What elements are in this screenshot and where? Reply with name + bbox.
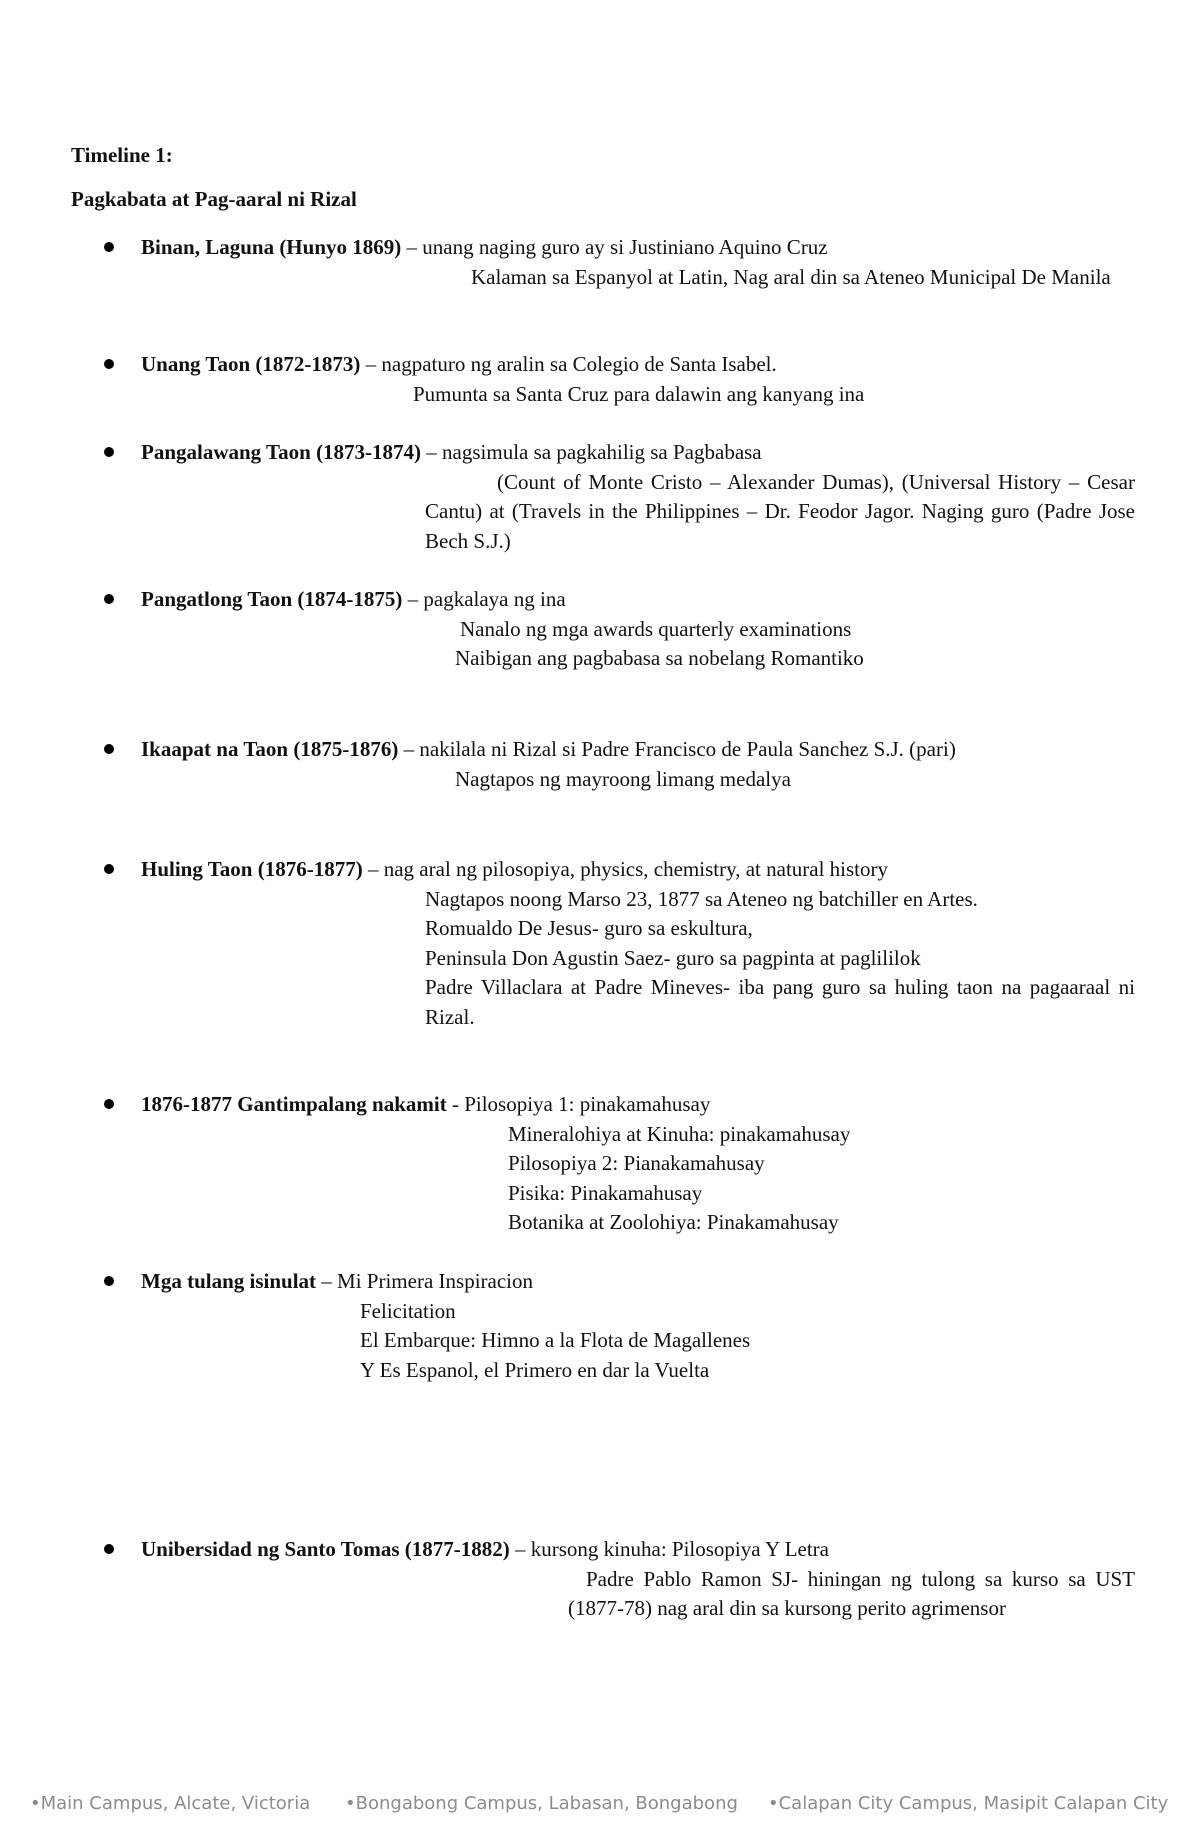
entry-text: nagpaturo ng aralin sa Colegio de Santa Isabel. bbox=[381, 352, 777, 376]
entry-detail-line: Peninsula Don Agustin Saez- guro sa pagpinta at paglililok bbox=[425, 945, 921, 970]
entry-title: 1876-1877 Gantimpalang nakamit bbox=[141, 1092, 447, 1116]
entry-text: nagsimula sa pagkahilig sa Pagbabasa bbox=[442, 440, 762, 464]
entry-detail-line: Felicitation bbox=[360, 1298, 456, 1323]
bullet-icon bbox=[104, 447, 114, 457]
bullet-icon bbox=[104, 1099, 114, 1109]
bullet-icon bbox=[104, 1276, 114, 1286]
timeline-heading: Timeline 1: bbox=[71, 143, 173, 167]
entry-title: Huling Taon (1876-1877) bbox=[141, 857, 363, 881]
entry-text: nakilala ni Rizal si Padre Francisco de Paula Sanchez S.J. (pari) bbox=[419, 737, 956, 761]
entry-title: Pangalawang Taon (1873-1874) bbox=[141, 440, 422, 464]
section-title: Pagkabata at Pag-aaral ni Rizal bbox=[71, 187, 357, 211]
entry-detail-line: Nagtapos ng mayroong limang medalya bbox=[455, 766, 791, 791]
entry-detail: Padre Pablo Ramon SJ- hiningan ng tulong sa kurso sa UST (1877-78) nag aral din sa kursong perito agrimensor bbox=[568, 1566, 1135, 1620]
entry-detail-line: Botanika at Zoolohiya: Pinakamahusay bbox=[508, 1210, 839, 1234]
entry-detail-line: Pilosopiya 2: Pianakamahusay bbox=[508, 1151, 765, 1175]
entry-title: Mga tulang isinulat bbox=[141, 1269, 317, 1293]
entry-text: nag aral ng pilosopiya, physics, chemistry, at natural history bbox=[383, 857, 889, 881]
entry-detail-line: Romualdo De Jesus- guro sa eskultura, bbox=[425, 916, 753, 940]
entry-detail: Kalaman sa Espanyol at Latin, Nag aral din sa Ateneo Municipal De Manila bbox=[471, 264, 1111, 289]
entry-text: Mi Primera Inspiracion bbox=[337, 1269, 533, 1293]
entry-detail-line: Nagtapos noong Marso 23, 1877 sa Ateneo ng batchiller en Artes. bbox=[425, 886, 978, 911]
bullet-icon bbox=[104, 359, 114, 369]
entry-detail-line: El Embarque: Himno a la Flota de Magallenes bbox=[360, 1328, 751, 1352]
entry-title: Unang Taon (1872-1873) bbox=[141, 352, 361, 376]
entry-detail-line: Naibigan ang pagbabasa sa nobelang Romantiko bbox=[455, 646, 864, 670]
entry-detail-line: Pisika: Pinakamahusay bbox=[508, 1180, 703, 1205]
entry-detail: (Count of Monte Cristo – Alexander Dumas), (Universal History – Cesar Cantu) at (Travels in the Philippines – Dr. Feodor Jagor. Naging guro (Padre Jose Bech S.J.) bbox=[425, 469, 1135, 553]
entry-title: Ikaapat na Taon (1875-1876) bbox=[141, 737, 399, 761]
footer-campus-bongabong: •Bongabong Campus, Labasan, Bongabong bbox=[345, 1793, 738, 1814]
entry-detail: Padre Villaclara at Padre Mineves- iba pang guro sa huling taon na pagaaraal ni Rizal. bbox=[425, 975, 1135, 1029]
bullet-icon bbox=[104, 1544, 114, 1554]
entry-title: Pangatlong Taon (1874-1875) bbox=[141, 587, 403, 611]
footer-campus-main: •Main Campus, Alcate, Victoria bbox=[30, 1793, 311, 1814]
campus-footer bbox=[0, 1793, 1200, 1821]
footer-campus-calapan: •Calapan City Campus, Masipit Calapan City bbox=[768, 1793, 1169, 1814]
entry-title: Binan, Laguna (Hunyo 1869) bbox=[141, 235, 402, 259]
entry-text: pagkalaya ng ina bbox=[423, 587, 566, 611]
entry-text: unang naging guro ay si Justiniano Aquino Cruz bbox=[422, 235, 828, 259]
bullet-icon bbox=[104, 594, 114, 604]
bullet-icon bbox=[104, 864, 114, 874]
bullet-icon bbox=[104, 242, 114, 252]
document-page: Timeline 1: Pagkabata at Pag-aaral ni Rizal Binan, Laguna (Hunyo 1869) – unang naging guro ay si Justiniano Aquino Cruz Kalaman sa Espanyol at Latin, Nag aral din sa Ateneo Municipal De Manila Unang Taon (1872-1873) – nagpaturo ng aralin sa Colegio de Santa Isabel. Pumunta sa Santa Cruz para dalawin ang kanyang ina Pangalawang Taon (1873-1874) – nagsimula sa pagkahilig sa Pagbabasa (Count of Monte Cristo – Alexander Dumas), (Universal History – Cesar Cantu) at (Travels in the Philippines – Dr. Feodor Jagor. Naging guro (Padre Jose Bech S.J.) Pangatlong Taon (1874-1875) – pagkalaya ng ina Nanalo ng mga awards quarterly examinations Naibigan ang pagbabasa sa nobelang Romantiko Ikaapat na Taon (1875-1876) – nakilala ni Rizal si Padre Francisco de Paula Sanchez S.J. (pari) Nagtapos ng mayroong limang medalya Huling Taon (1876-1877) – nag aral ng pilosopiya, physics, chemistry, at natural history Nagtapos noong Marso 23, 1877 sa Ateneo ng batchiller en Artes. Romualdo De Jesus- guro sa eskultura, Peninsula Don Agustin Saez- guro sa pagpinta at paglililok Padre Villaclara at Padre Mineves- iba pang guro sa huling taon na pagaaraal ni Rizal. 1876-1877 Gantimpalang nakamit - Pilosopiya 1: pinakamahusay Mineralohiya at Kinuha: pinakamahusay Pilosopiya 2: Pianakamahusay Pisika: Pinakamahusay Botanika at Zoolohiya: Pinakamahusay Mga tulang isinulat – Mi Primera Inspiracion Felicitation El Embarque: Himno a la Flota de Magallenes Y Es Espanol, el Primero en dar la Vuelta Unibersidad ng Santo Tomas (1877-1882) – kursong kinuha: Pilosopiya Y Letra Padre Pablo Ramon SJ- hiningan ng tulong sa kurso sa UST (1877-78) nag aral din sa kursong perito agrimensor bbox=[0, 0, 1200, 1835]
entry-text: kursong kinuha: Pilosopiya Y Letra bbox=[530, 1537, 829, 1561]
entry-detail-line: Pumunta sa Santa Cruz para dalawin ang kanyang ina bbox=[413, 381, 865, 406]
bullet-icon bbox=[104, 744, 114, 754]
entry-detail-line: Y Es Espanol, el Primero en dar la Vuelta bbox=[360, 1357, 710, 1382]
entry-title: Unibersidad ng Santo Tomas (1877-1882) bbox=[141, 1537, 510, 1561]
entry-detail-line: Nanalo ng mga awards quarterly examinations bbox=[460, 616, 852, 641]
entry-detail-line: Mineralohiya at Kinuha: pinakamahusay bbox=[508, 1121, 851, 1146]
entry-text: Pilosopiya 1: pinakamahusay bbox=[464, 1092, 711, 1116]
